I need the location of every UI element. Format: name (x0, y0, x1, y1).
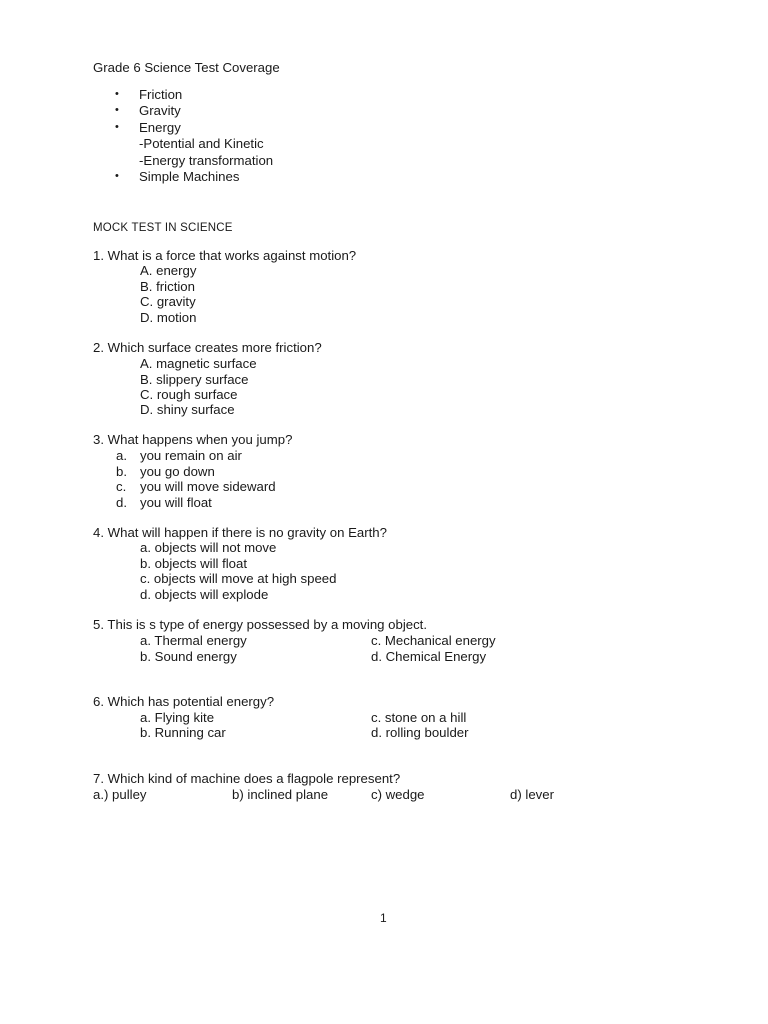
answer-choice: c) wedge (371, 787, 425, 802)
answer-choice: A. magnetic surface (140, 356, 257, 371)
answer-choice: you remain on air (140, 448, 242, 463)
answer-choice: a.) pulley (93, 787, 147, 802)
answer-choice: D. shiny surface (140, 402, 235, 417)
bullet-icon: • (115, 170, 119, 182)
answer-choice: b. objects will float (140, 556, 248, 571)
question-prompt: 3. What happens when you jump? (93, 432, 293, 447)
page-number: 1 (380, 911, 387, 925)
coverage-item-friction: Friction (139, 87, 183, 102)
bullet-icon: • (115, 121, 119, 133)
question-prompt: 1. What is a force that works against motion? (93, 248, 357, 263)
answer-choice: b. Sound energy (140, 649, 237, 664)
choice-marker: d. (116, 495, 127, 510)
coverage-subitem-energy-transformation: -Energy transformation (139, 153, 274, 168)
bullet-icon: • (115, 88, 119, 100)
answer-choice: C. gravity (140, 294, 196, 309)
answer-choice: D. motion (140, 310, 197, 325)
answer-choice: b) inclined plane (232, 787, 329, 802)
answer-choice: c. stone on a hill (371, 710, 467, 725)
answer-choice: A. energy (140, 263, 197, 278)
coverage-subitem-potential-kinetic: -Potential and Kinetic (139, 136, 264, 151)
answer-choice: d. rolling boulder (371, 725, 469, 740)
answer-choice: you will float (140, 495, 212, 510)
bullet-icon: • (115, 104, 119, 116)
answer-choice: a. Flying kite (140, 710, 215, 725)
answer-choice: b. Running car (140, 725, 226, 740)
coverage-item-gravity: Gravity (139, 103, 181, 118)
answer-choice: a. objects will not move (140, 540, 277, 555)
question-prompt: 2. Which surface creates more friction? (93, 340, 322, 355)
mock-test-title: MOCK TEST IN SCIENCE (93, 222, 233, 234)
answer-choice: C. rough surface (140, 387, 238, 402)
question-prompt: 5. This is s type of energy possessed by a moving object. (93, 617, 428, 632)
answer-choice: you go down (140, 464, 215, 479)
answer-choice: d. objects will explode (140, 587, 269, 602)
coverage-item-simple-machines: Simple Machines (139, 169, 240, 184)
answer-choice: c. Mechanical energy (371, 633, 496, 648)
answer-choice: B. slippery surface (140, 372, 249, 387)
answer-choice: d) lever (510, 787, 554, 802)
answer-choice: a. Thermal energy (140, 633, 247, 648)
choice-marker: b. (116, 464, 127, 479)
choice-marker: a. (116, 448, 127, 463)
coverage-item-energy: Energy (139, 120, 181, 135)
answer-choice: c. objects will move at high speed (140, 571, 337, 586)
question-prompt: 7. Which kind of machine does a flagpole represent? (93, 771, 401, 786)
choice-marker: c. (116, 479, 127, 494)
coverage-title: Grade 6 Science Test Coverage (93, 60, 280, 75)
answer-choice: d. Chemical Energy (371, 649, 487, 664)
question-prompt: 4. What will happen if there is no gravity on Earth? (93, 525, 387, 540)
question-prompt: 6. Which has potential energy? (93, 694, 275, 709)
answer-choice: B. friction (140, 279, 195, 294)
answer-choice: you will move sideward (140, 479, 276, 494)
